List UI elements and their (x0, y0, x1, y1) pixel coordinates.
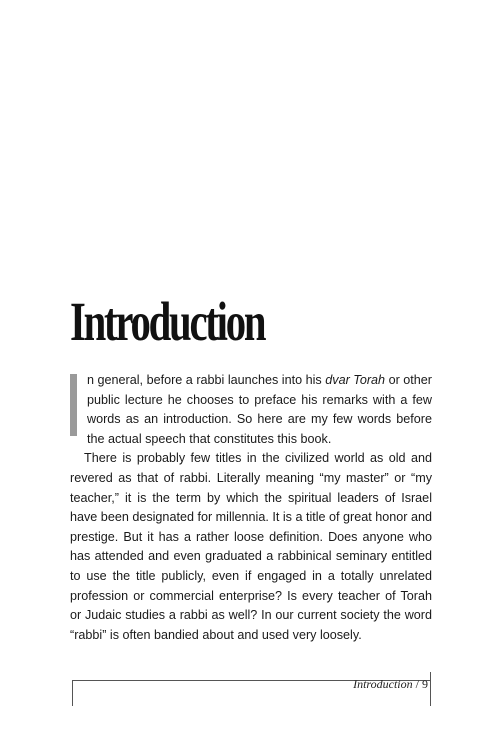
paragraph-1-lead: n general, before a rabbi launches into his (87, 373, 326, 387)
paragraph-2: There is probably few titles in the civilized world as old and revered as that of rabbi. Literally meaning “my master” or “my teacher,” it is the term by which the spiritual leaders of Israel have been designated for millennia. It is a title of great honor and prestige. But it has a rather loose definition. Does anyone who has attended and even graduated a rabbinical seminary entitled to use the title publicly, even if engaged in a totally unrelated profession or commercial enterprise? Is every teacher of Torah or Judaic studies a rabbi as well? In our current society the word “rabbi” is often bandied about and used very loosely. (70, 451, 432, 642)
paragraph-1-rest: or other public lecture he chooses to preface his remarks with a few words as an introduction. So here are my few words before the actual speech that constitutes this book. (87, 373, 433, 446)
paragraph-1 (70, 371, 432, 449)
body-text (70, 371, 432, 645)
drop-cap-initial (70, 374, 77, 436)
footer-left-tick (72, 680, 73, 706)
chapter-title: Introduction (70, 291, 265, 352)
running-footer-separator: / (412, 677, 422, 691)
page-number: 9 (422, 677, 428, 691)
paragraph-1-italic-term: dvar Torah (325, 373, 386, 387)
running-footer-title: Introduction (353, 677, 413, 691)
running-footer (353, 677, 428, 691)
footer-right-tick (430, 672, 431, 706)
